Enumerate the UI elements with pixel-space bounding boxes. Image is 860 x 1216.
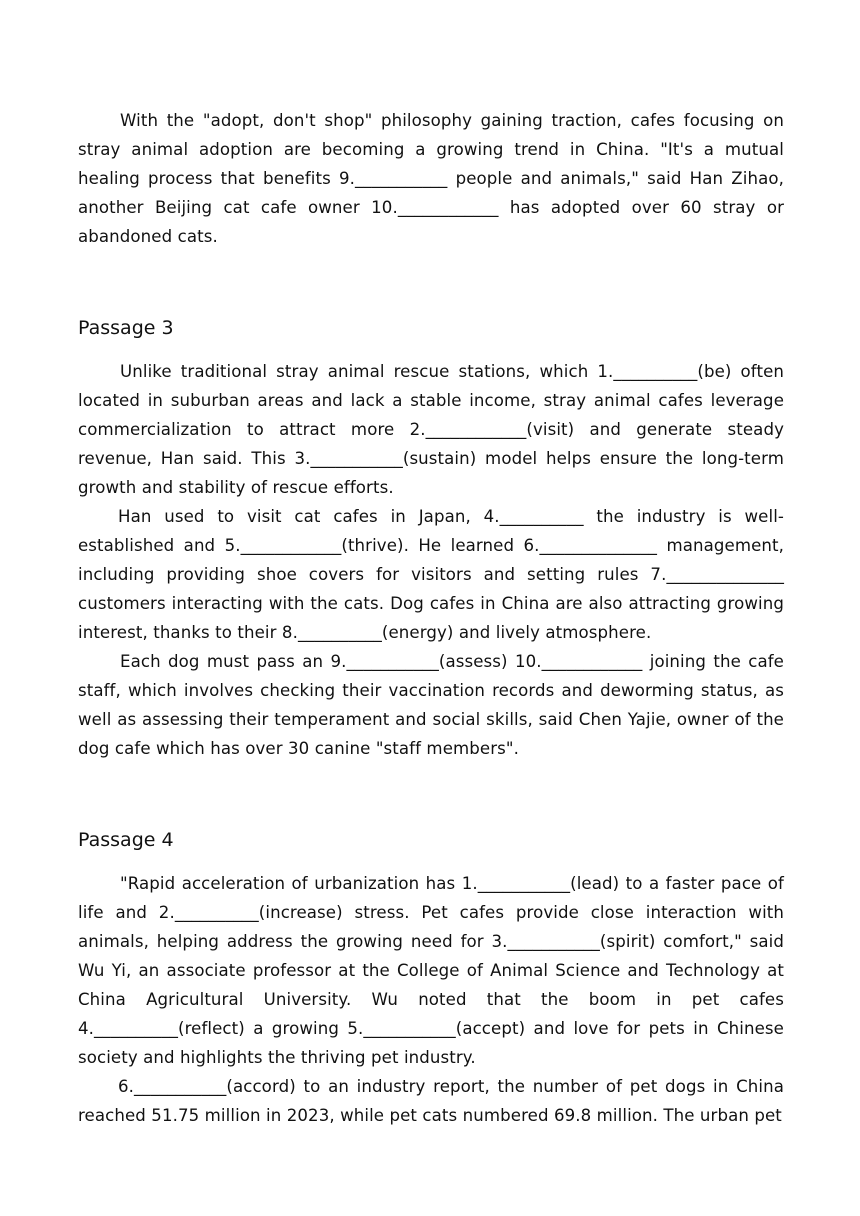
passage-3-paragraph-1: Unlike traditional stray animal rescue stations, which 1.__________(be) often located in suburban areas and lack a stable income, stray animal cafes leverage commercialization to attract more 2.____________(visit) and generate steady revenue, Han said. This 3.___________(sustain) model helps ensure the long-term growth and stability of rescue efforts. (78, 362, 784, 497)
passage-3-paragraph-3: Each dog must pass an 9.___________(assess) 10.____________ joining the cafe staff, which involves checking their vaccination records and deworming status, as well as assessing their temperament and social skills, said Chen Yajie, owner of the dog cafe which has over 30 canine "staff members". (78, 652, 784, 758)
section-spacer (78, 251, 784, 315)
passage-4-heading: Passage 4 (78, 829, 174, 851)
passage-4-paragraph-2: 6.___________(accord) to an industry report, the number of pet dogs in China reached 51.75 million in 2023, while pet cats numbered 69.8 million. The urban pet (78, 1077, 784, 1125)
passage-4-paragraph-1: "Rapid acceleration of urbanization has 1.___________(lead) to a faster pace of life and 2.__________(increase) stress. Pet cafes provide close interaction with animals, helping address the growing need for 3.___________(spirit) comfort," said Wu Yi, an associate professor at the College of Animal Science and Technology at China Agricultural University. Wu noted that the boom in pet cafes 4.__________(reflect) a growing 5.___________(accept) and love for pets in Chinese society and highlights the thriving pet industry. (78, 874, 784, 1067)
passage-3-heading: Passage 3 (78, 317, 174, 339)
heading-spacer (78, 853, 784, 869)
passage-3-paragraph-2: Han used to visit cat cafes in Japan, 4.__________ the industry is well-established and 5.____________(thrive). He learned 6.______________ management, including providing shoe covers for visitors and setting rules 7.______________ customers interacting with the cats. Dog cafes in China are also attracting growing interest, thanks to their 8.__________(energy) and lively atmosphere. (78, 507, 784, 642)
passage-2-paragraph: With the "adopt, don't shop" philosophy gaining traction, cafes focusing on stray animal adoption are becoming a growing trend in China. "It's a mutual healing process that benefits 9.___________ people and animals," said Han Zihao, another Beijing cat cafe owner 10.____________ has adopted over 60 stray or abandoned cats. (78, 111, 784, 246)
section-spacer (78, 763, 784, 827)
document-page (78, 106, 784, 1130)
heading-spacer (78, 341, 784, 357)
